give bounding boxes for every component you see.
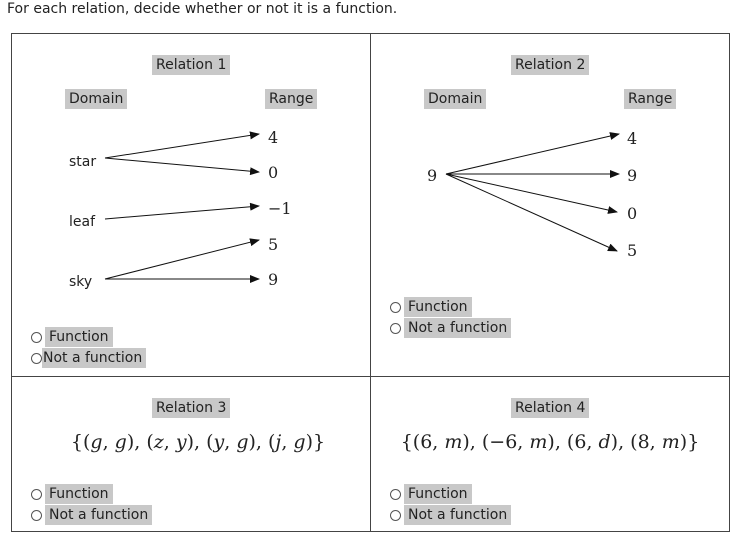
option-label[interactable]: Function: [45, 327, 113, 347]
relation-2-range-item: 9: [627, 166, 638, 185]
relation-1-arrow: [105, 158, 259, 172]
instructions: For each relation, decide whether or not it is a function.: [7, 1, 398, 17]
relation-1-range-item: 5: [268, 235, 279, 254]
relation-2-title: Relation 2: [511, 55, 589, 75]
relation-1-arrow: [105, 240, 259, 279]
relation-2-arrow: [446, 174, 617, 251]
relation-3-title: Relation 3: [152, 398, 230, 418]
relation-1-range-item: 4: [268, 128, 279, 147]
relation-1-domain-item: leaf: [69, 214, 96, 230]
relation-1-domain-item: star: [69, 154, 97, 170]
option-label[interactable]: Function: [45, 484, 113, 504]
relation-4-set: {(6, m), (−6, m), (6, d), (8, m)}: [400, 431, 700, 453]
relation-2-arrow: [446, 134, 619, 174]
relation-4-title: Relation 4: [511, 398, 589, 418]
relation-1-arrow: [105, 206, 259, 219]
relation-2-range-item: 4: [627, 129, 638, 148]
relation-1-range-item: 0: [268, 163, 279, 182]
option-label[interactable]: Function: [404, 484, 472, 504]
option-label[interactable]: Not a function: [404, 505, 511, 525]
option-label[interactable]: Not a function: [404, 318, 511, 338]
relation-1-range-header: Range: [265, 89, 317, 109]
relation-2-range-item: 0: [627, 204, 638, 223]
relation-2-range-item: 5: [627, 241, 638, 260]
relation-2-arrow: [446, 174, 617, 212]
relation-1-domain-item: sky: [69, 274, 93, 290]
option-label[interactable]: Not a function: [45, 505, 152, 525]
relation-1-arrow: [105, 134, 259, 158]
option-label[interactable]: Function: [404, 297, 472, 317]
relation-1-range-item: −1: [268, 199, 292, 218]
relation-2-range-header: Range: [624, 89, 676, 109]
relation-1-domain-header: Domain: [65, 89, 127, 109]
relation-2-domain-item: 9: [427, 166, 438, 185]
relation-1-range-item: 9: [268, 270, 279, 289]
relation-3-set: {(g, g), (z, y), (y, g), (j, g)}: [70, 431, 326, 453]
relation-1-title: Relation 1: [152, 55, 230, 75]
option-label[interactable]: Not a function: [42, 348, 146, 368]
relation-2-domain-header: Domain: [424, 89, 486, 109]
